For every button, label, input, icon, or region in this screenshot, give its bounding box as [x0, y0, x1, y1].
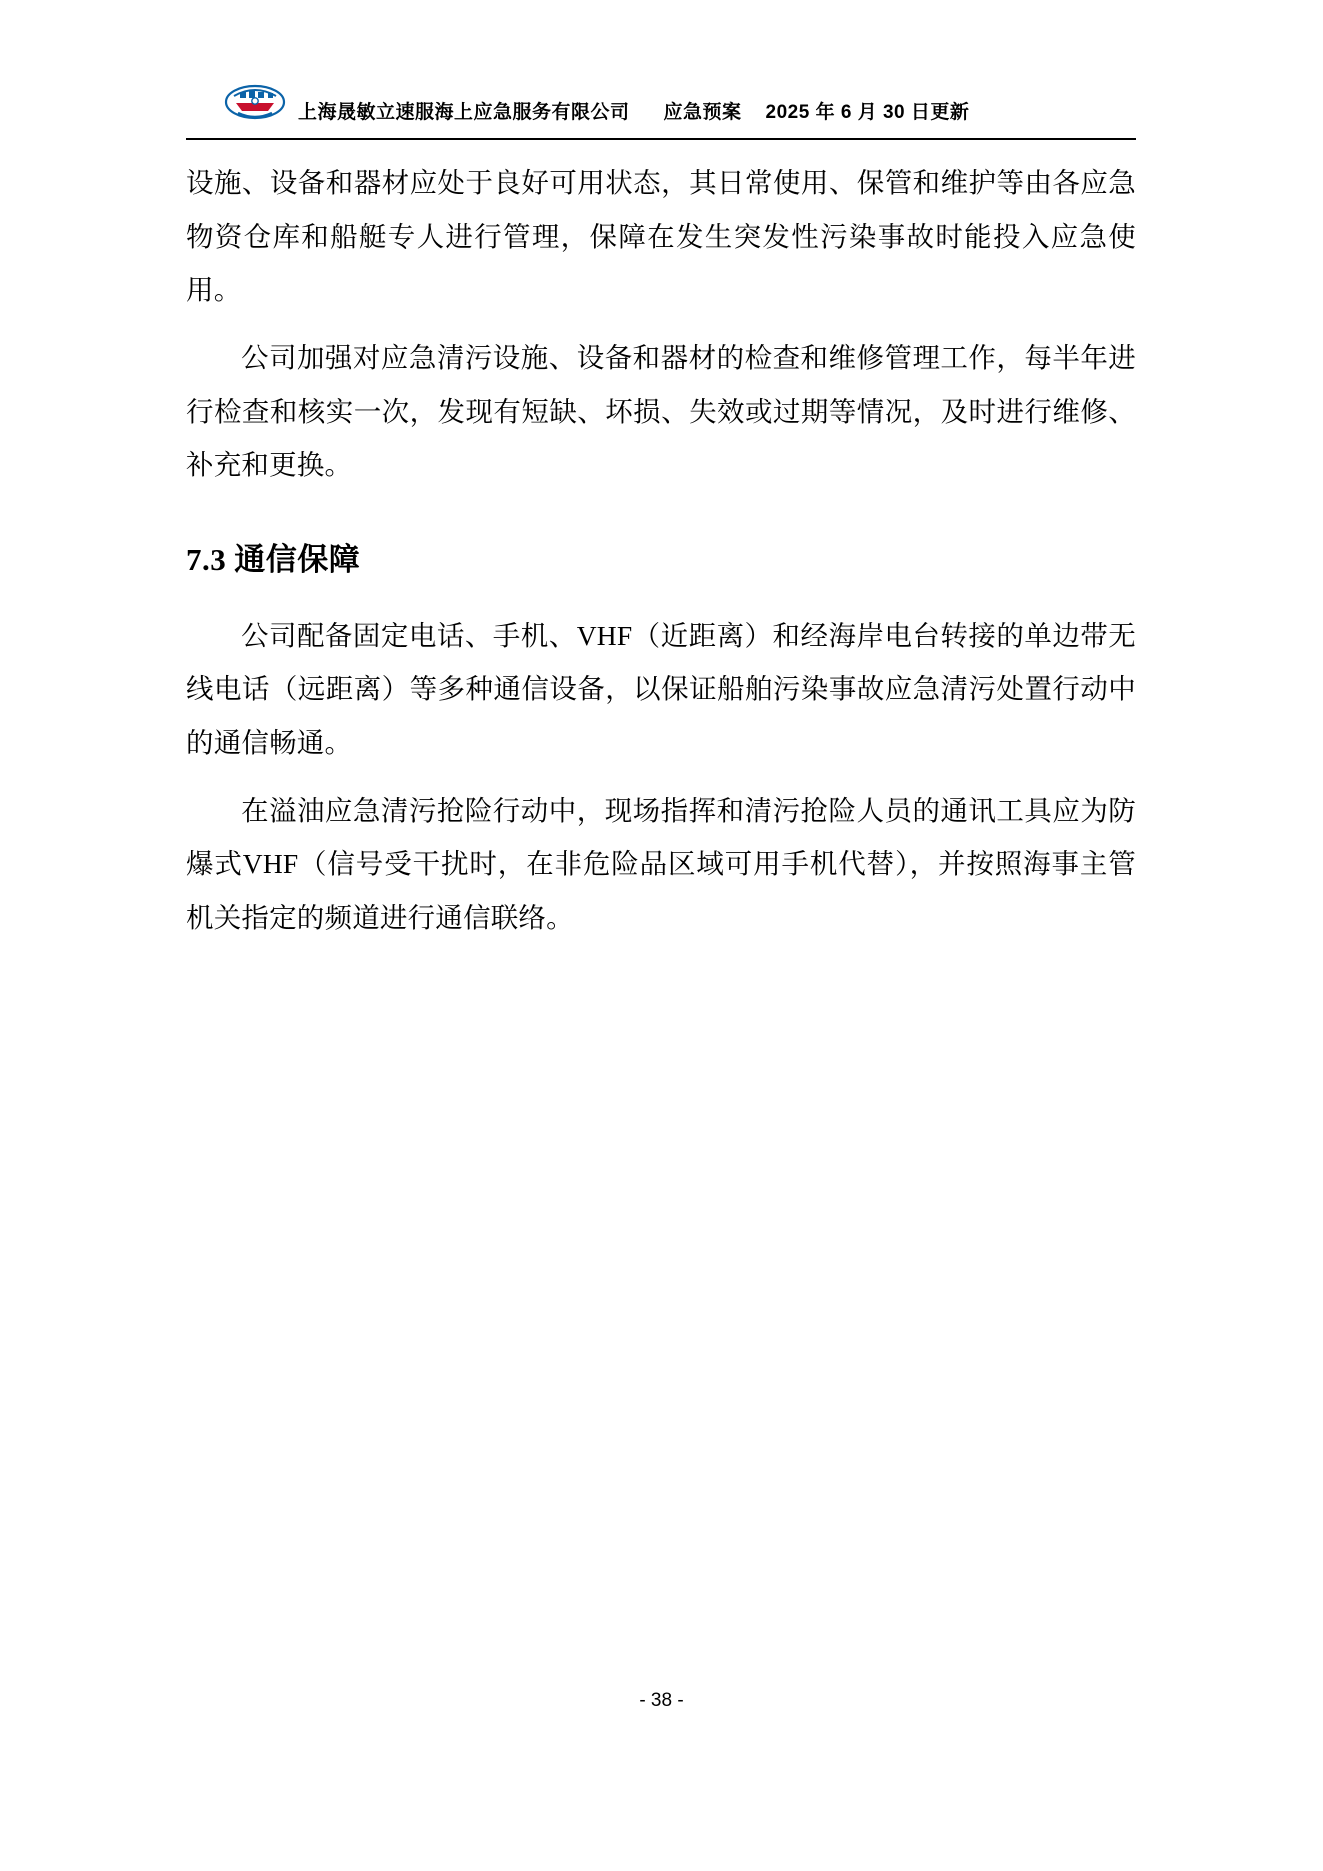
section-title: 通信保障	[234, 541, 361, 577]
section-number: 7.3	[186, 541, 227, 577]
section-heading-communication	[186, 534, 1136, 579]
page-content	[186, 78, 1136, 945]
page-number: - 38 -	[639, 1690, 684, 1711]
page-footer	[0, 1690, 1323, 1712]
company-logo-icon	[224, 78, 286, 128]
header-divider	[186, 138, 1136, 140]
paragraph-communication-equipment: 公司配备固定电话、手机、VHF（近距离）和经海岸电台转接的单边带无线电话（远距离）等多种通信设备，以保证船舶污染事故应急清污处置行动中的通信畅通。	[186, 619, 1136, 758]
page-header	[186, 78, 1136, 140]
paragraph-facilities-status: 设施、设备和器材应处于良好可用状态，其日常使用、保管和维护等由各应急物资仓库和船艇专人进行管理，保障在发生突发性污染事故时能投入应急使用。	[186, 167, 1136, 306]
paragraph-inspection-maintenance: 公司加强对应急清污设施、设备和器材的检查和维修管理工作，每半年进行检查和核实一次，发现有短缺、坏损、失效或过期等情况，及时进行维修、补充和更换。	[186, 341, 1136, 481]
header-company-name: 上海晟敏立速服海上应急服务有限公司	[298, 102, 630, 123]
header-doc-type: 应急预案	[663, 102, 742, 123]
header-title-line	[298, 97, 969, 130]
paragraph-vhf-usage: 在溢油应急清污抢险行动中，现场指挥和清污抢险人员的通讯工具应为防爆式VHF（信号受干扰时，在非危险品区域可用手机代替），并按照海事主管机关指定的频道进行通信联络。	[186, 794, 1136, 933]
header-update-date: 2025 年 6 月 30 日更新	[765, 102, 970, 123]
